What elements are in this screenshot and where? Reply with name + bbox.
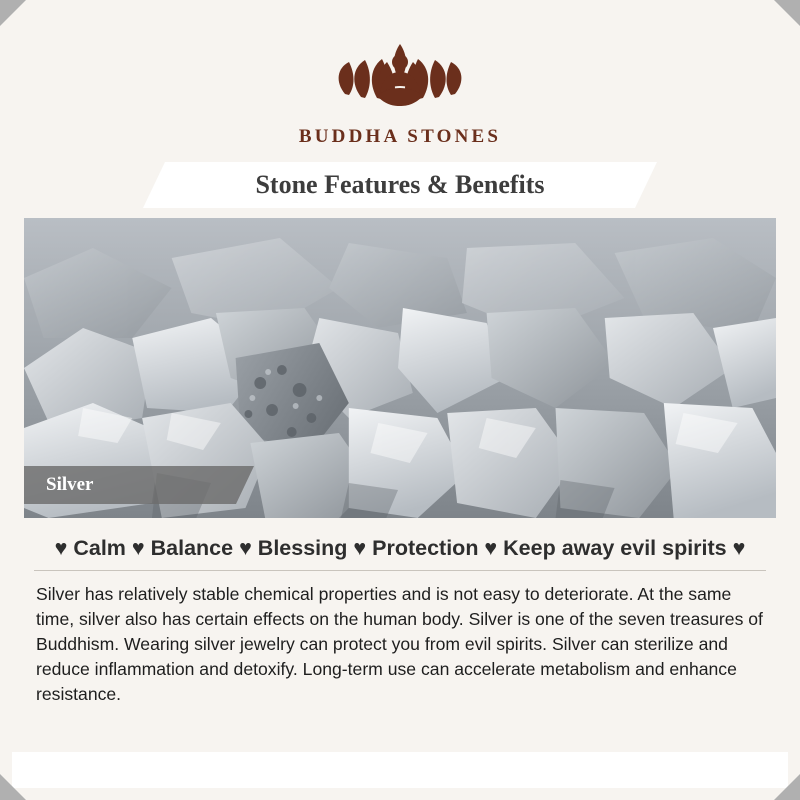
divider xyxy=(34,570,766,571)
page-title: Stone Features & Benefits xyxy=(255,170,545,199)
corner-decoration-bottom-left xyxy=(0,774,26,800)
corner-decoration-bottom-right xyxy=(774,774,800,800)
benefits-line: ♥ Calm ♥ Balance ♥ Blessing ♥ Protection ♥ Keep away evil spirits ♥ xyxy=(54,536,746,560)
content-area xyxy=(6,6,794,794)
brand-name: BUDDHA STONES xyxy=(298,126,502,147)
corner-decoration-top-left xyxy=(0,0,26,26)
bottom-panel xyxy=(12,752,788,788)
description-text: Silver has relatively stable chemical properties and is not easy to deteriorate. At the same time, silver also has certain effects on the human body. Silver is one of the seven treasures of Buddhism. Wearing silver jewelry can protect you from evil spirits. Silver can sterilize and reduce inflammation and detoxify. Long-term use can accelerate metabolism and enhance resistance. xyxy=(36,584,763,704)
stone-name-label: Silver xyxy=(24,466,236,504)
corner-decoration-top-right xyxy=(774,0,800,26)
section-title-banner xyxy=(165,162,635,208)
brand-logo-block xyxy=(6,6,794,148)
hero-image xyxy=(24,218,776,518)
lotus-meditation-figure-icon xyxy=(315,24,485,124)
